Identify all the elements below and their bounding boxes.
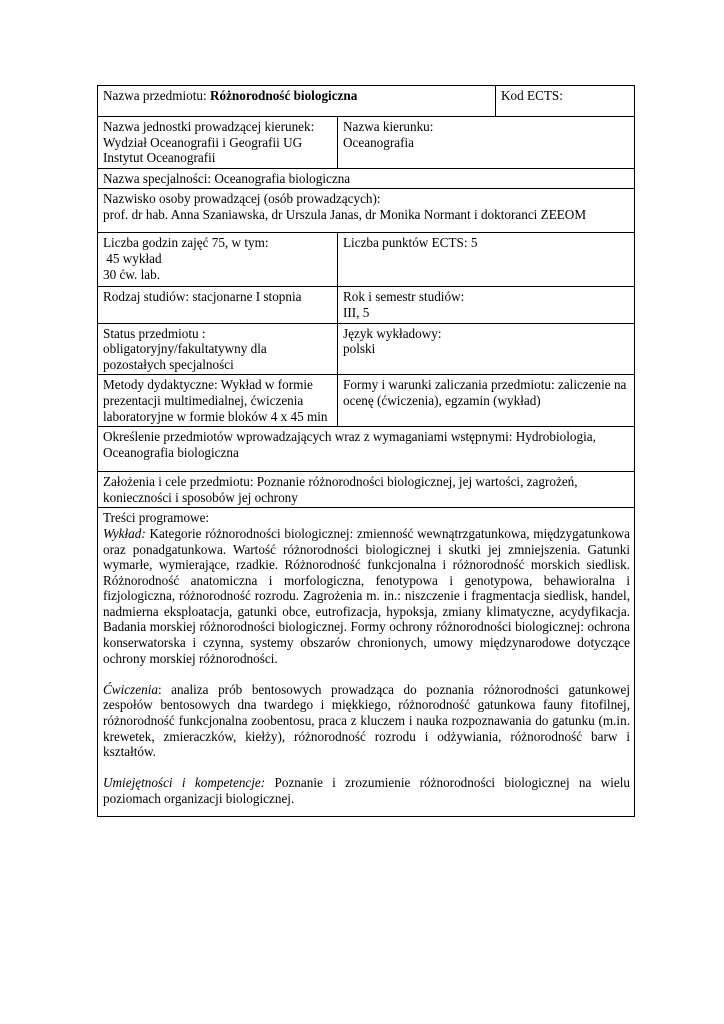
methods-line3: laboratoryjne w formie bloków 4 x 45 min [103, 408, 328, 424]
instructors-cell [98, 189, 635, 233]
course-name-label: Nazwa przedmiotu: [103, 88, 207, 103]
methods-cell [98, 375, 338, 427]
lecture-label: Wykład: [103, 525, 146, 541]
unit-line2: Instytut Oceanografii [103, 150, 216, 166]
language-cell [338, 323, 635, 375]
lecture-text: Kategorie różnorodności biologicznej: zmienność wewnątrzgatunkowa, międzygatunkowa oraz ponadgatunkowa. Wartość różnorodności biologicznej i skutki jej zmniejszenia. Gatunki wymarłe, wymierające, rzadkie. Różnorodność funkcjonalna i różnorodność morskich siedlisk. Różnorodność anatomiczna i morfologiczna, fenotypowa i genotypowa, behawioralna i fizjologiczna, różnorodność rozrodu. Zagrożenia m. in.: niszczenie i fragmentacja siedlisk, handel, nadmierna eksploatacja, gatunki obce, eutrofizacja, hypoksja, zmiany klimatyczne, acydyfikacja. Badania morskiej różnorodności biologicznej. Formy ochrony różnorodności biologicznej: ochrona konserwatorska i czynna, systemy obszarów chronionych, umowy międzynarodowe dotyczące ochrony morskiej różnorodności. [103, 525, 630, 666]
hours-cell [98, 233, 338, 287]
language-label: Język wykładowy: [343, 325, 442, 341]
study-type-text: Rodzaj studiów: stacjonarne I stopnia [103, 289, 302, 305]
skills-text: Poznanie i zrozumienie różnorodności biologicznej na wielu poziomach organizacji biologicznej. [103, 775, 630, 806]
unit-label: Nazwa jednostki prowadzącej kierunek: [103, 119, 315, 134]
ects-code-cell [496, 86, 635, 117]
status-line1: obligatoryjny/fakultatywny dla [103, 341, 267, 357]
ects-points-text: Liczba punktów ECTS: 5 [343, 235, 478, 251]
status-line2: pozostałych specjalności [103, 356, 234, 372]
year-semester-label: Rok i semestr studiów: [343, 289, 465, 305]
field-label: Nazwa kierunku: [343, 119, 434, 134]
exercises-text: : analiza prób bentosowych prowadząca do poznania różnorodności gatunkowej zespołów bentosowych dna twardego i miękkiego, różnorodność gatunkowa fauny fitofilnej, różnorodność funkcjonalna zoobentosu, praca z kluczem i nauka rozpoznawania do gatunku (m.in. krewetek, zmieraczków, kiełży), różnorodność rozrodu i odżywiania, różnorodność barw i kształtów. [103, 681, 630, 760]
exercises-label: Ćwiczenia [103, 681, 158, 697]
hours-label: Liczba godzin zajęć 75, w tym: [103, 235, 269, 251]
course-name-cell [98, 86, 496, 117]
specialization-cell [98, 168, 635, 189]
specialization-text: Nazwa specjalności: Oceanografia biologiczna [103, 170, 351, 186]
assessment-cell [338, 375, 635, 427]
hours-lecture: 45 wykład [103, 250, 162, 266]
goals-text: Założenia i cele przedmiotu: Poznanie różnorodności biologicznej, jej wartości, zagrożeń, konieczności i sposobów jej ochrony [103, 474, 578, 505]
ects-code-label: Kod ECTS: [501, 88, 563, 103]
status-cell [98, 323, 338, 375]
lecture-paragraph [103, 526, 630, 666]
course-name-value: Różnorodność biologiczna [209, 88, 358, 103]
skills-label: Umiejętności i kompetencje: [103, 775, 266, 791]
instructors-value: prof. dr hab. Anna Szaniawska, dr Urszula Janas, dr Monika Normant i doktoranci ZEEOM [103, 206, 587, 222]
hours-lab: 30 ćw. lab. [103, 266, 161, 282]
ects-points-cell [338, 233, 635, 287]
skills-paragraph [103, 775, 630, 806]
prerequisites-cell [98, 427, 635, 472]
unit-line1: Wydział Oceanografii i Geografii UG [103, 134, 303, 150]
unit-cell [98, 117, 338, 169]
year-semester-value: III, 5 [343, 304, 370, 320]
instructors-label: Nazwisko osoby prowadzącej (osób prowadzących): [103, 191, 381, 207]
assessment-text: Formy i warunki zaliczania przedmiotu: zaliczenie na ocenę (ćwiczenia), egzamin (wykład) [343, 377, 627, 408]
exercises-paragraph [103, 682, 630, 760]
syllabus-table [97, 85, 635, 817]
content-heading: Treści programowe: [103, 510, 210, 526]
language-value: polski [343, 341, 376, 357]
status-label: Status przedmiotu : [103, 325, 206, 341]
field-cell [338, 117, 635, 169]
field-value: Oceanografia [343, 134, 415, 150]
prerequisites-text: Określenie przedmiotów wprowadzających wraz z wymaganiami wstępnymi: Hydrobiologia, Oceanografia biologiczna [103, 429, 596, 460]
content-cell [98, 508, 635, 817]
methods-line2: prezentacji multimedialnej, ćwiczenia [103, 392, 304, 408]
year-semester-cell [338, 287, 635, 323]
methods-line1: Metody dydaktyczne: Wykład w formie [103, 377, 313, 393]
study-type-cell [98, 287, 338, 323]
goals-cell [98, 472, 635, 508]
